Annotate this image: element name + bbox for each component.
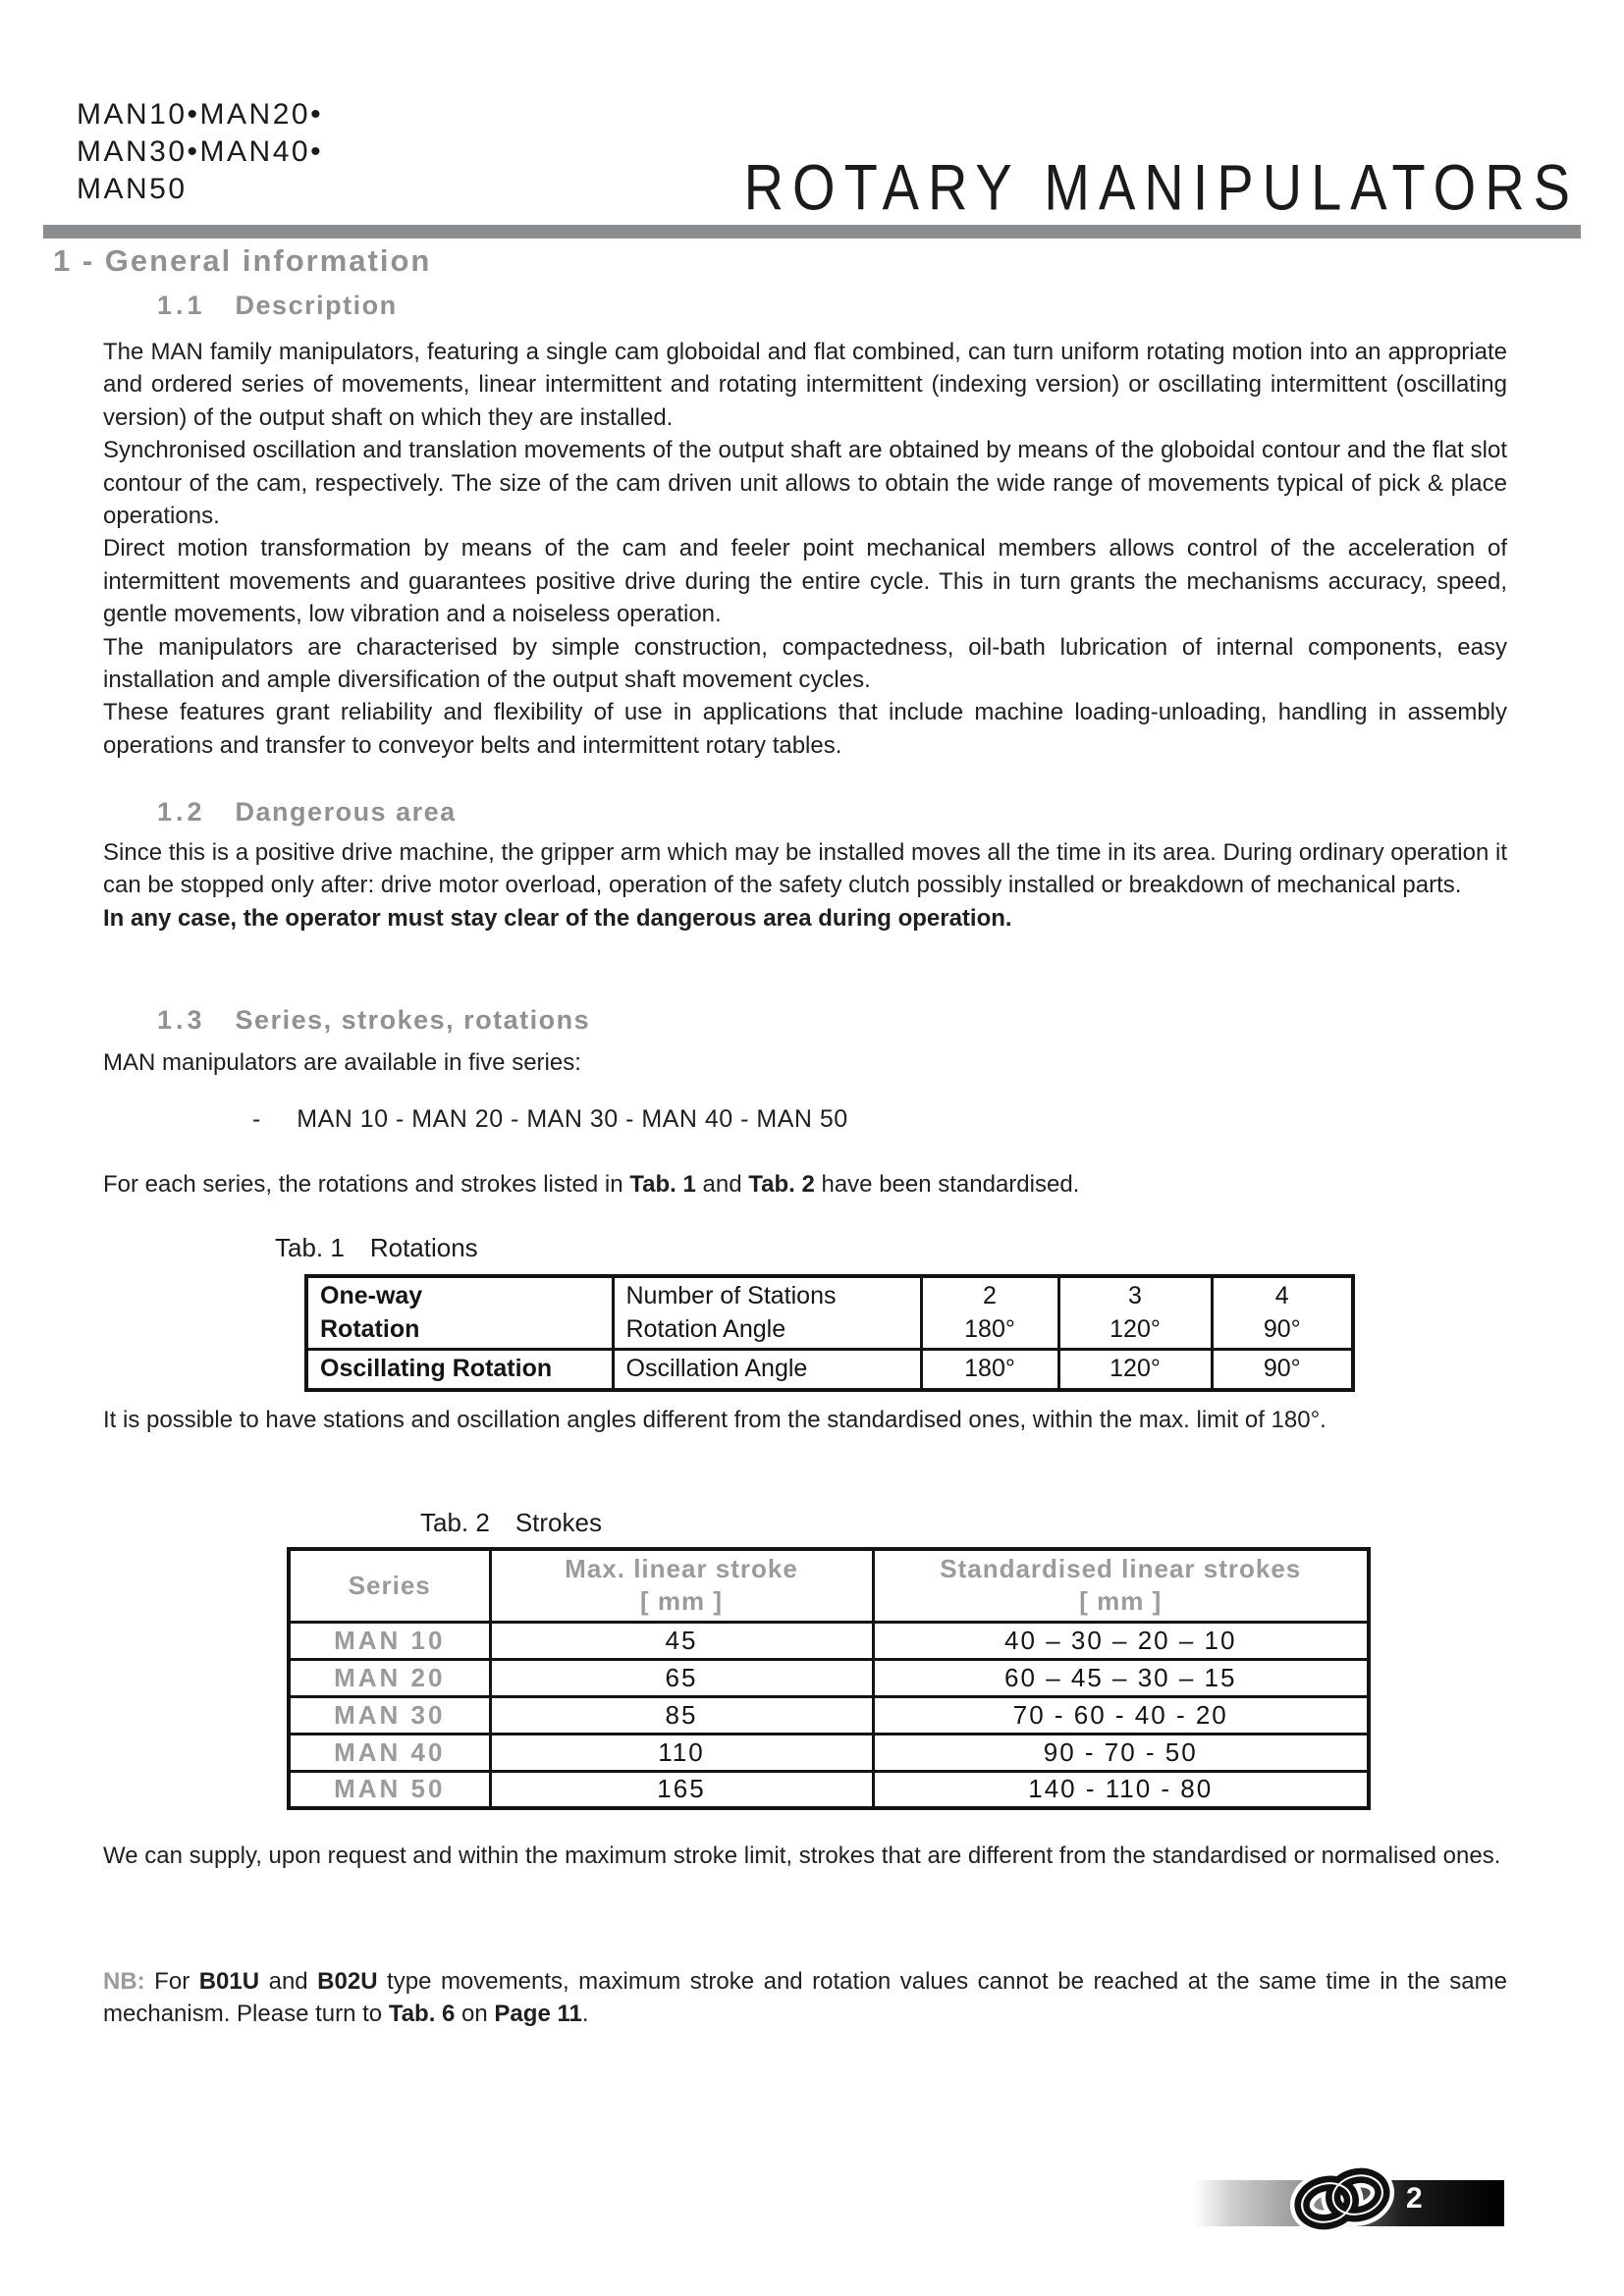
series-cell: MAN 30 xyxy=(289,1696,490,1734)
standardised-strokes-cell: 40 – 30 – 20 – 10 xyxy=(873,1622,1369,1659)
standardised-strokes-cell: 60 – 45 – 30 – 15 xyxy=(873,1659,1369,1696)
tab2-caption-label: Tab. 2 xyxy=(420,1508,490,1537)
heading-1-1-number: 1.1 xyxy=(157,291,206,320)
after-tab2-text: We can supply, upon request and within the maximum stroke limit, strokes that are different from the standardised or normalised ones. xyxy=(103,1842,1501,1869)
stations-value: 2 xyxy=(983,1282,997,1310)
nb-t1: For xyxy=(144,1968,199,1995)
oscillation-angle-value: 180° xyxy=(921,1349,1058,1390)
standardised-strokes-cell: 90 - 70 - 50 xyxy=(873,1734,1369,1771)
rotation-angle-value: 120° xyxy=(1110,1315,1161,1344)
tab2-caption xyxy=(420,1508,602,1538)
heading-1-2-number: 1.2 xyxy=(157,797,206,827)
table-row xyxy=(306,1349,1353,1390)
description-paragraph-3: Direct motion transformation by means of the cam and feeler point mechanical members allows control of the acceleration of intermittent movements and guarantees positive drive during the entire cycle. This in turn grants the mechanisms accuracy, speed, gentle movements, low vibration and a noiseless operation. xyxy=(103,535,1507,628)
stations-label: Number of Stations xyxy=(625,1282,837,1310)
heading-1-1-label: Description xyxy=(235,291,398,320)
max-stroke-header-unit: [ mm ] xyxy=(640,1586,723,1617)
rotation-angle-value: 180° xyxy=(964,1315,1015,1344)
oneway-label-line2: Rotation xyxy=(320,1315,420,1344)
table-row xyxy=(289,1734,1369,1771)
title-rule xyxy=(43,225,1581,239)
max-stroke-cell: 110 xyxy=(490,1734,873,1771)
tab1-caption xyxy=(275,1233,478,1263)
series-cell: MAN 10 xyxy=(289,1622,490,1659)
page11-reference: Page 11 xyxy=(494,2001,582,2028)
table-row xyxy=(289,1771,1369,1808)
after-tab1-text: It is possible to have stations and oscillation angles different from the standardised ones, within the max. limit of 180°. xyxy=(103,1407,1326,1433)
b02u-reference: B02U xyxy=(317,1968,378,1995)
tab1-caption-title: Rotations xyxy=(369,1233,478,1262)
page-title: ROTARY MANIPULATORS xyxy=(743,150,1579,224)
nb-t3: type movements, maximum stroke and rotation values cannot be reached at the same time in the same mechanism. Please turn to xyxy=(103,1968,1507,2028)
nb-t5: . xyxy=(581,2001,589,2028)
stations-value: 4 xyxy=(1274,1282,1289,1310)
oneway-col-2 xyxy=(921,1276,1058,1349)
series-cell: MAN 20 xyxy=(289,1659,490,1696)
tab6-reference: Tab. 6 xyxy=(388,2001,456,2028)
max-stroke-cell: 85 xyxy=(490,1696,873,1734)
standardised-column-header xyxy=(873,1549,1369,1622)
nb-note xyxy=(103,1965,1507,2031)
b01u-reference: B01U xyxy=(198,1968,260,1995)
section-1-heading: 1 - General information xyxy=(53,243,432,278)
heading-1-3-number: 1.3 xyxy=(157,1005,206,1035)
series-list-item xyxy=(103,1105,848,1134)
oneway-label-line1: One-way xyxy=(320,1282,423,1310)
std-pre: For each series, the rotations and strokes listed in xyxy=(103,1171,630,1198)
dangerous-area-paragraph: Since this is a positive drive machine, the gripper arm which may be installed moves all the time in its area. During ordinary operation it can be stopped only after: drive motor overload, operation of the safety clutch possibly installed or breakdown of mechanical parts. xyxy=(103,839,1507,899)
page-number: 2 xyxy=(1406,2182,1423,2215)
dangerous-area-warning: In any case, the operator must stay clear of the dangerous area during operation. xyxy=(103,904,1012,932)
heading-1-2-label: Dangerous area xyxy=(235,797,457,827)
max-stroke-column-header xyxy=(490,1549,873,1622)
series-intro-text: MAN manipulators are available in five series: xyxy=(103,1049,581,1076)
max-stroke-cell: 165 xyxy=(490,1771,873,1808)
description-paragraph-5: These features grant reliability and flexibility of use in applications that include machine loading-unloading, handling in assembly operations and transfer to conveyor belts and intermittent rotary tables. xyxy=(103,699,1507,759)
standardised-header-unit: [ mm ] xyxy=(1079,1586,1163,1617)
description-body xyxy=(103,336,1507,762)
oscillation-angle-label-cell: Oscillation Angle xyxy=(613,1349,921,1390)
description-paragraph-2: Synchronised oscillation and translation movements of the output shaft are obtained by means of the globoidal contour and the flat slot contour of the cam, respectively. The size of the cam driven unit allows to obtain the wide range of movements typical of pick & place operations. xyxy=(103,437,1507,530)
series-list-text: MAN 10 - MAN 20 - MAN 30 - MAN 40 - MAN 50 xyxy=(297,1105,848,1133)
series-list-bullet: - xyxy=(252,1105,261,1133)
oscillation-angle-value: 90° xyxy=(1212,1349,1353,1390)
table-row xyxy=(289,1696,1369,1734)
max-stroke-cell: 45 xyxy=(490,1622,873,1659)
oscillating-rotation-cell: Oscillating Rotation xyxy=(306,1349,613,1390)
heading-1-3 xyxy=(157,1005,590,1036)
oscillation-angle-value: 120° xyxy=(1058,1349,1212,1390)
heading-1-2 xyxy=(157,797,457,828)
max-stroke-header-title: Max. linear stroke xyxy=(565,1554,798,1584)
nb-text xyxy=(103,1965,1507,2031)
nb-label: NB: xyxy=(103,1968,145,1995)
table-row xyxy=(289,1659,1369,1696)
tab1-caption-label: Tab. 1 xyxy=(275,1233,345,1262)
rotations-table xyxy=(304,1274,1355,1392)
dangerous-area-body xyxy=(103,836,1507,934)
after-tab1-note xyxy=(103,1404,1507,1436)
rotation-angle-label: Rotation Angle xyxy=(625,1315,786,1344)
rotation-angle-value: 90° xyxy=(1263,1315,1301,1344)
standardised-header-title: Standardised linear strokes xyxy=(940,1554,1302,1584)
description-paragraph-1: The MAN family manipulators, featuring a single cam globoidal and flat combined, can turn uniform rotating motion into an appropriate and ordered series of movements, linear intermittent and rotating intermittent (indexing version) or oscillating intermittent (oscillating version) of the output shaft on which they are installed. xyxy=(103,339,1507,431)
series-intro xyxy=(103,1046,1507,1079)
brand-line-1: MAN10•MAN20• xyxy=(77,98,324,131)
standardised-sentence xyxy=(103,1168,1507,1201)
oneway-col-4 xyxy=(1212,1276,1353,1349)
tab1-reference: Tab. 1 xyxy=(629,1171,696,1198)
max-stroke-cell: 65 xyxy=(490,1659,873,1696)
heading-1-1 xyxy=(157,291,398,321)
table-header-row xyxy=(289,1549,1369,1622)
table-row xyxy=(306,1276,1353,1349)
after-tab2-note xyxy=(103,1840,1507,1872)
series-cell: MAN 40 xyxy=(289,1734,490,1771)
tab2-caption-title: Strokes xyxy=(514,1508,602,1537)
strokes-table xyxy=(287,1547,1371,1810)
heading-1-3-label: Series, strokes, rotations xyxy=(235,1005,591,1035)
standardised-strokes-cell: 70 - 60 - 40 - 20 xyxy=(873,1696,1369,1734)
oneway-col-3 xyxy=(1058,1276,1212,1349)
knot-logo-icon xyxy=(1282,2156,1402,2242)
standardised-sentence-text xyxy=(103,1168,1507,1201)
oneway-sublabels-cell xyxy=(613,1276,921,1349)
table-row xyxy=(289,1622,1369,1659)
series-cell: MAN 50 xyxy=(289,1771,490,1808)
brand-line-3: MAN50 xyxy=(77,173,188,205)
oneway-rotation-cell xyxy=(306,1276,613,1349)
standardised-strokes-cell: 140 - 110 - 80 xyxy=(873,1771,1369,1808)
nb-t4: on xyxy=(455,2001,495,2028)
description-paragraph-4: The manipulators are characterised by simple construction, compactedness, oil-bath lubrication of internal components, easy installation and ample diversification of the output shaft movement cycles. xyxy=(103,633,1507,694)
stations-value: 3 xyxy=(1128,1282,1142,1310)
std-post: have been standardised. xyxy=(814,1171,1080,1198)
std-and: and xyxy=(695,1171,749,1198)
series-column-header: Series xyxy=(289,1549,490,1622)
brand-line-2: MAN30•MAN40• xyxy=(77,135,324,168)
nb-t2: and xyxy=(259,1968,318,1995)
tab2-reference: Tab. 2 xyxy=(748,1171,815,1198)
brand-model-list xyxy=(77,96,323,208)
